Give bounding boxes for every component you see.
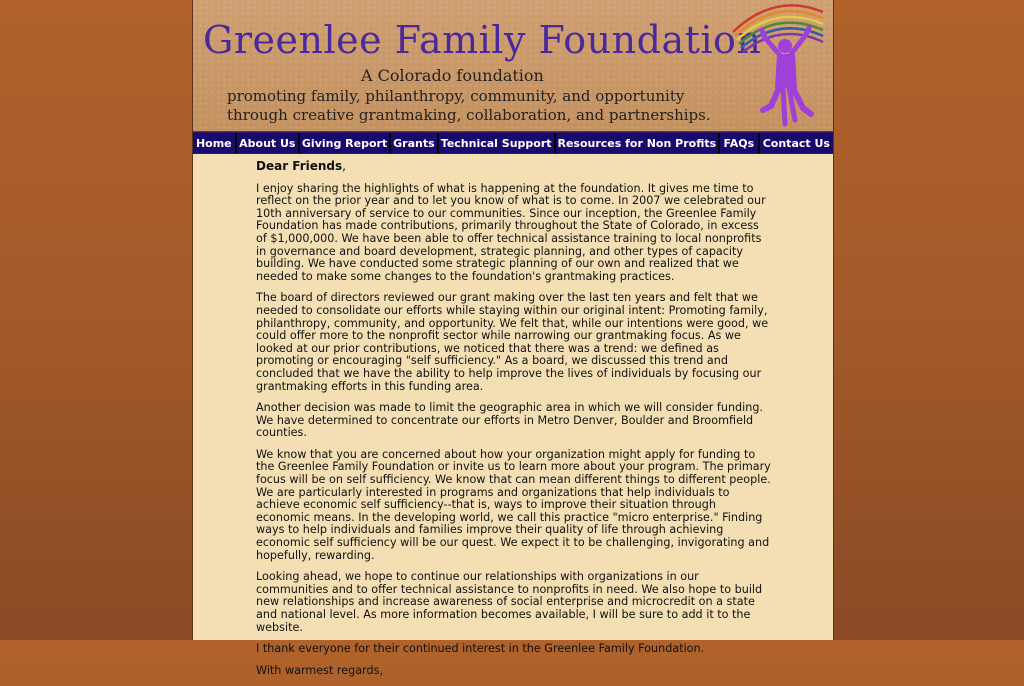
letter-paragraph-3: Another decision was made to limit the geographic area in which we will consider funding. We have determined to concentrate our efforts in Metro Denver, Boulder and Broomfield counties.	[256, 401, 763, 440]
letter-paragraph-1: I enjoy sharing the highlights of what is happening at the foundation. It gives me time to reflect on the prior year and to let you know of what is to come. In 2007 we celebrated our 10th anniversary of service to our communities. Since our inception, the Greenlee Family Foundation has made contributions, primarily throughout the State of Colorado, in excess of $1,000,000. We have been able to offer technical assistance training to local nonprofits in governance and board development, strategic planning, and other types of capacity building. We have conducted some strategic planning of our own and realized that we needed to make some changes to the foundation's grantmaking practices.	[256, 181, 766, 283]
greeting-punct: ,	[342, 159, 346, 173]
main-nav	[193, 132, 833, 154]
nav-about-us[interactable]: About Us	[237, 133, 300, 153]
letter-paragraph-2: The board of directors reviewed our grant making over the last ten years and felt that we needed to consolidate our efforts while staying within our original intent: Promoting family, philanthropy, community, and opportunity. We felt that, while our intentions were good, we could offer more to the nonprofit sector while narrowing our grantmaking focus. As we looked at our prior contributions, we noticed that there was a trend: we defined as promoting or encouraging "self sufficiency." As a board, we discussed this trend and concluded that we have the ability to help improve the lives of individuals by focusing our grantmaking efforts in this funding area.	[256, 291, 769, 393]
letter-paragraph-4: We know that you are concerned about how your organization might apply for funding to the Greenlee Family Foundation or invite us to learn more about your program. The primary focus will be on self sufficiency. We know that can mean different things to different people. We are particularly interested in programs and organizations that help individuals to achieve economic self sufficiency--that is, ways to improve their situation through economic means. In the developing world, we call this practice "micro enterprise." Finding ways to help individuals and families improve their quality of life through achieving economic self sufficiency will be our quest. We expect it to be challenging, invigorating and hopefully, rewarding.	[256, 447, 771, 562]
nav-resources-for-non-profits[interactable]: Resources for Non Profits	[556, 133, 720, 153]
letter-greeting	[256, 160, 771, 173]
nav-technical-support[interactable]: Technical Support	[439, 133, 556, 153]
nav-contact-us[interactable]: Contact Us	[760, 133, 833, 153]
letter-paragraph-6: I thank everyone for their continued interest in the Greenlee Family Foundation.	[256, 642, 705, 656]
nav-faqs[interactable]: FAQs	[720, 133, 760, 153]
nav-home[interactable]: Home	[193, 133, 237, 153]
page-container	[192, 0, 834, 677]
site-tagline-line1: promoting family, philanthropy, community, and opportunity	[227, 87, 685, 105]
dancing-figure-rainbow-icon	[725, 2, 825, 130]
letter-body	[256, 160, 771, 686]
letter-paragraph-5: Looking ahead, we hope to continue our relationships with organizations in our communities and to offer technical assistance to nonprofits in need. We also hope to build new relationships and increase awareness of social enterprise and microcredit on a state and national level. As more information becomes available, I will be sure to add it to the website.	[256, 570, 763, 634]
nav-grants[interactable]: Grants	[391, 133, 439, 153]
nav-giving-report[interactable]: Giving Report	[300, 133, 391, 153]
site-subtitle: A Colorado foundation	[361, 66, 544, 85]
letter-closing: With warmest regards,	[256, 663, 384, 677]
greeting-name: Dear Friends	[256, 159, 343, 173]
header-banner	[193, 0, 833, 132]
site-title: Greenlee Family Foundation	[203, 18, 762, 62]
site-tagline-line2: through creative grantmaking, collaboration, and partnerships.	[227, 106, 711, 124]
